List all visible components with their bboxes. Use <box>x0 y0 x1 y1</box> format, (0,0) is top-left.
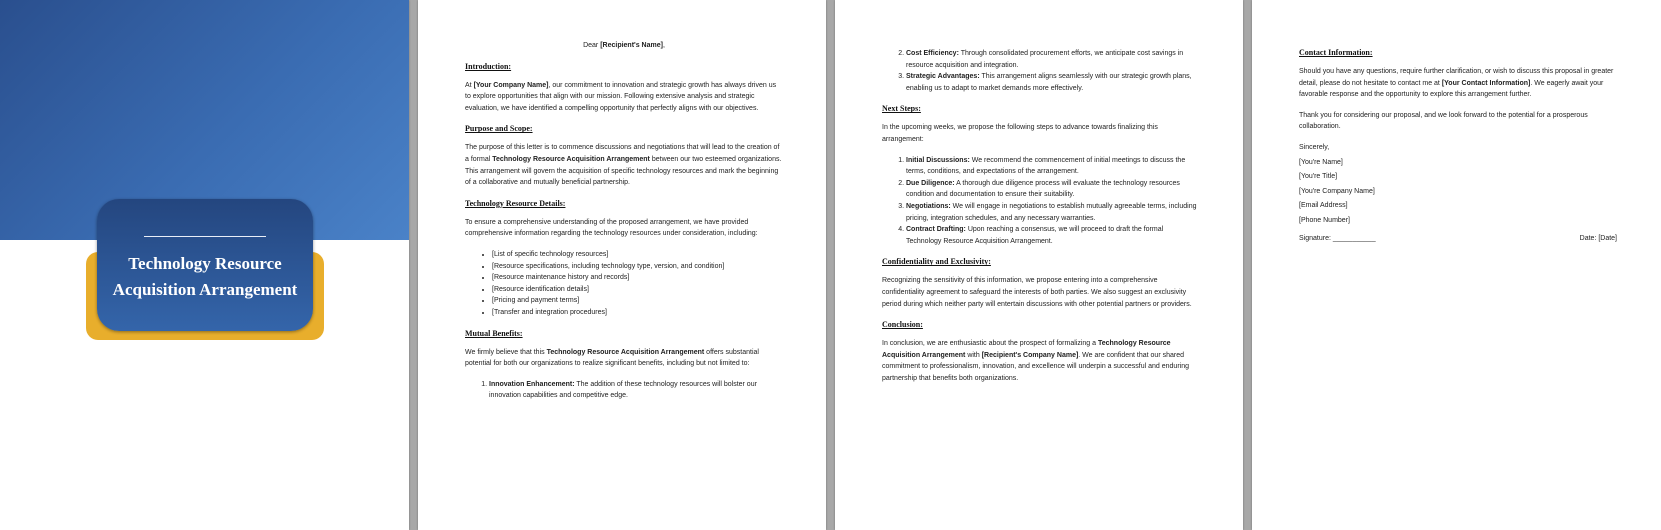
benefits-paragraph <box>465 347 783 370</box>
cover-rule <box>144 236 266 237</box>
intro-text-start: At <box>465 81 474 89</box>
list-item: • [List of specific technology resources] <box>492 249 783 261</box>
list-item: • [Transfer and integration procedures] <box>492 307 783 319</box>
benefits-text-start: We firmly believe that this <box>465 348 547 356</box>
sender-title: [You're Title] <box>1299 173 1338 181</box>
thanks-paragraph: Thank you for considering our proposal, and we look forward to the potential for a prosperous collaboration. <box>1299 111 1588 131</box>
letter-body-2 <box>882 48 1200 393</box>
next-steps-list <box>882 155 1200 248</box>
confidentiality-paragraph: Recognizing the sensitivity of this information, we propose entering into a comprehensive confidentiality agreement to safeguard the interests of both parties. We also suggest an exclusivity period during which neither party will entertain discussions with other potential partners or providers. <box>882 277 1192 308</box>
step-label: Contract Drafting: <box>906 226 966 234</box>
benefits-heading: Mutual Benefits: <box>465 328 523 338</box>
cover-title-line-2: Acquisition Arrangement <box>112 280 298 299</box>
cover-page <box>0 0 409 530</box>
contact-text-start: Should you have any questions, require further clarification, or wish to discuss this proposal in greater detail, please do not hesitate to contact me at <box>1299 68 1614 87</box>
step-text: We recommend the commencement of initial meetings to discuss the terms, conditions, and expectations of the arrangement. <box>906 156 1186 176</box>
cover-title-line-1: Technology Resource <box>128 254 282 273</box>
benefit-text: The addition of these technology resources will bolster our innovation capabilities and competitive edge. <box>489 380 757 400</box>
step-label: Initial Discussions: <box>906 156 970 164</box>
introduction-paragraph <box>465 80 783 115</box>
letter-body-1 <box>465 40 783 411</box>
cover-title <box>97 251 313 303</box>
purpose-heading: Purpose and Scope: <box>465 124 533 134</box>
contact-paragraph <box>1299 66 1617 101</box>
letter-page-2 <box>835 0 1243 530</box>
list-item <box>906 71 1200 94</box>
list-item: • [Resource specifications, including technology type, version, and condition] <box>492 261 783 273</box>
salutation-comma: , <box>662 42 665 49</box>
introduction-heading: Introduction: <box>465 61 512 71</box>
benefit-label: Strategic Advantages: <box>906 73 980 81</box>
benefits-list <box>465 379 783 402</box>
conclusion-arrangement: Technology Resource Acquisition Arrangement <box>882 340 1171 359</box>
conclusion-text-start: In conclusion, we are enthusiastic about the prospect of formalizing a <box>882 340 1098 348</box>
contact-info: [Your Contact Information] <box>1441 79 1531 87</box>
benefit-text: This arrangement aligns seamlessly with our strategic growth plans, enabling us to adapt to market demands more effectively. <box>906 73 1192 92</box>
letter-body-3 <box>1299 47 1617 245</box>
letter-page-3 <box>1252 0 1661 530</box>
details-heading: Technology Resource Details: <box>465 198 566 208</box>
purpose-text-end: between our two esteemed organizations. This arrangement will govern the acquisition of specific technology resources and mark the beginning of a collaborative and mutually beneficial partnership. <box>465 155 782 187</box>
benefit-label: Innovation Enhancement: <box>489 380 575 388</box>
list-item: • [Resource identification details] <box>492 284 783 296</box>
step-text: Upon reaching a consensus, we will proceed to draft the formal Technology Resource Acquisition Arrangement. <box>906 226 1164 245</box>
conclusion-heading: Conclusion: <box>882 320 923 330</box>
sender-block <box>1299 142 1617 227</box>
salutation <box>465 40 783 52</box>
list-item <box>906 178 1200 201</box>
recipient-name: [Recipient's Name] <box>600 42 663 49</box>
list-item <box>906 155 1200 178</box>
conclusion-paragraph <box>882 338 1200 384</box>
list-item <box>906 201 1200 224</box>
purpose-arrangement: Technology Resource Acquisition Arrangement <box>492 155 650 163</box>
closing: Sincerely, <box>1299 143 1330 151</box>
conclusion-company: [Recipient's Company Name] <box>981 351 1079 359</box>
intro-company: [Your Company Name] <box>473 81 549 89</box>
step-label: Negotiations: <box>906 202 951 210</box>
conclusion-text-mid: with <box>965 351 982 359</box>
benefits-text-end: offers substantial potential for both our organizations to realize significant benefits, including but not limited to: <box>465 348 759 368</box>
date-line: Date: [Date] <box>1579 234 1617 242</box>
step-text: A thorough due diligence process will evaluate the technology resources condition and documentation to ensure their suitability. <box>906 179 1180 199</box>
intro-text-end: , our commitment to innovation and strategic growth has always driven us to explore opportunities that align with our mission. Following extensive analysis and strategic evaluation, we have identified a compelling opportunity that perfectly aligns with our objectives. <box>465 81 777 112</box>
cover-title-card <box>97 199 313 331</box>
confidentiality-heading: Confidentiality and Exclusivity: <box>882 257 991 267</box>
list-item: • [Resource maintenance history and records] <box>492 272 783 284</box>
sender-phone: [Phone Number] <box>1299 216 1350 224</box>
details-paragraph: To ensure a comprehensive understanding of the proposed arrangement, we have provided comprehensive information regarding the technology resources under consideration, including: <box>465 218 758 238</box>
step-text: We will engage in negotiations to establish mutually agreeable terms, including pricing, integration schedules, and any necessary warranties. <box>906 202 1197 222</box>
benefit-label: Cost Efficiency: <box>906 50 959 57</box>
sender-email: [Email Address] <box>1299 202 1348 210</box>
step-label: Due Diligence: <box>906 179 955 187</box>
signature-row <box>1299 233 1617 245</box>
list-item: • [Pricing and payment terms] <box>492 295 783 307</box>
list-item <box>489 379 783 402</box>
letter-page-1 <box>418 0 826 530</box>
sender-name: [You're Name] <box>1299 158 1343 166</box>
list-item <box>906 48 1200 71</box>
signature-line: Signature: ___________ <box>1299 234 1376 242</box>
contact-text-end: . We eagerly await your favorable response and the opportunity to explore this arrangement further. <box>1299 79 1604 99</box>
benefits-arrangement: Technology Resource Acquisition Arrangement <box>546 348 705 356</box>
purpose-text-start: The purpose of this letter is to commence discussions and negotiations that will lead to the creation of a formal <box>465 144 780 163</box>
benefit-text: Through consolidated procurement efforts, we anticipate cost savings in resource acquisition and integration. <box>906 50 1184 69</box>
next-steps-heading: Next Steps: <box>882 104 921 114</box>
salutation-text: Dear <box>583 42 601 49</box>
benefits-list-continued <box>882 48 1200 94</box>
purpose-paragraph <box>465 142 783 188</box>
conclusion-text-end: . We are confident that our shared commitment to professionalism, innovation, and excellence will underpin a successful and enduring partnership that benefits both organizations. <box>882 351 1189 382</box>
list-item <box>906 224 1200 247</box>
contact-heading: Contact Information: <box>1299 48 1373 57</box>
sender-company: [You're Company Name] <box>1299 187 1375 195</box>
next-steps-paragraph: In the upcoming weeks, we propose the following steps to advance towards finalizing this arrangement: <box>882 124 1158 143</box>
details-list <box>465 249 783 319</box>
